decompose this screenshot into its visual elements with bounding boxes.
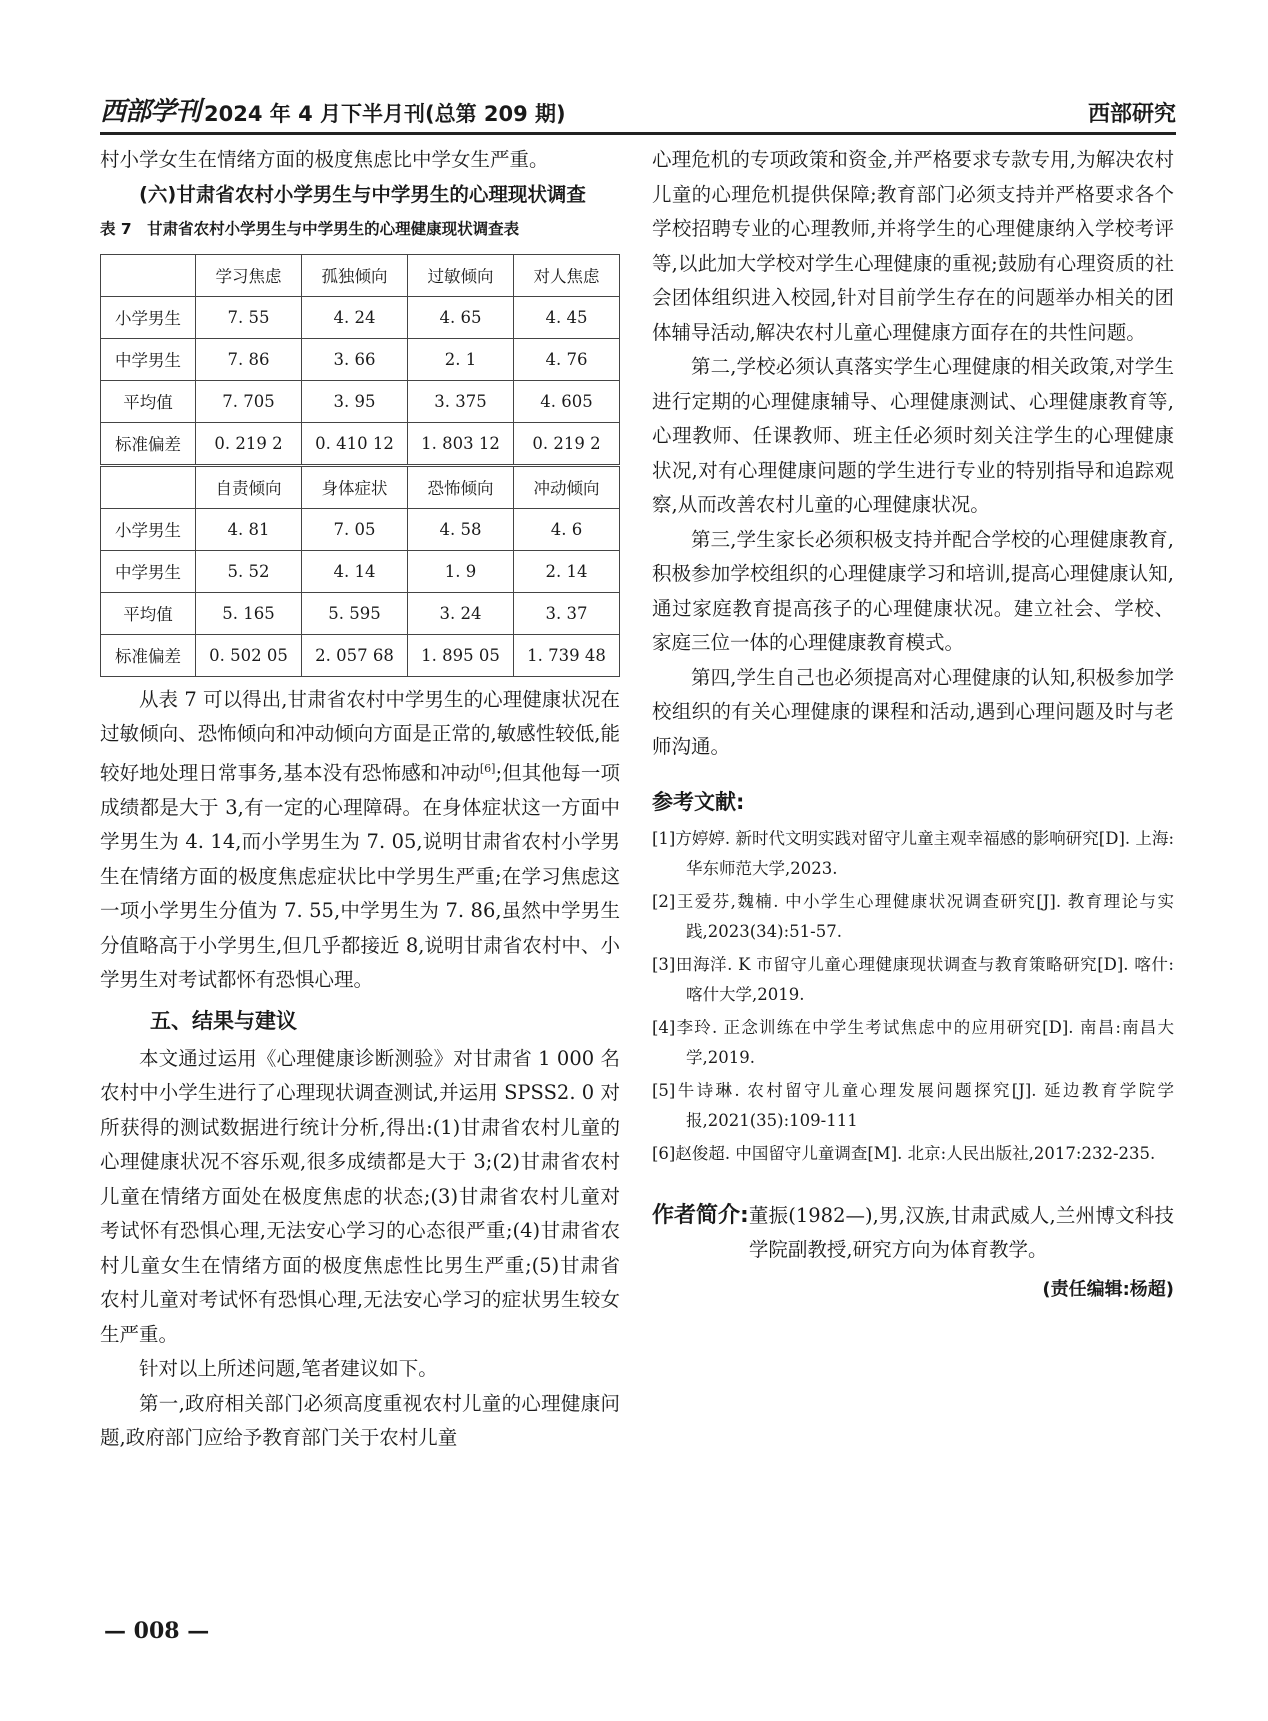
reference-item: [2]王爱芬,魏楠. 中小学生心理健康状况调查研究[J]. 教育理论与实践,2023(34):51-57. [652,892,1174,941]
page-number: — 008 — [104,1618,210,1644]
paragraph: 第二,学校必须认真落实学生心理健康的相关政策,对学生进行定期的心理健康辅导、心理健康测试、心理健康教育等,心理教师、任课教师、班主任必须时刻关注学生的心理健康状况,对有心理健康问题的学生进行专业的特别指导和追踪观察,从而改善农村儿童的心理健康状况。 [652,355,1174,516]
paragraph: 心理危机的专项政策和资金,并严格要求专款专用,为解决农村儿童的心理危机提供保障;教育部门必须支持并严格要求各个学校招聘专业的心理教师,并将学生的心理健康纳入学校考评等,以此加大学校对学生心理健康的重视;鼓励有心理资质的社会团体组织进入校园,针对目前学生存在的问题举办相关的团体辅导活动,解决农村儿童心理健康方面存在的共性问题。 [652,148,1174,344]
table-row [101,422,620,465]
table-row [101,254,620,296]
section-heading: 五、结果与建议 [150,1008,297,1033]
table-cell: 3. 37 [514,592,620,634]
journal-logo: 西部学刊 [100,97,201,127]
table-cell: 2. 14 [514,550,620,592]
paragraph: 第四,学生自己也必须提高对心理健康的认知,积极参加学校组织的有关心理健康的课程和活动,遇到心理问题及时与老师沟通。 [652,665,1174,758]
table-cell: 7. 705 [196,380,302,422]
table-cell: 平均值 [101,380,196,422]
table-cell: 1. 803 12 [408,422,514,465]
paragraph: 第一,政府相关部门必须高度重视农村儿童的心理健康问题,政府部门应给予教育部门关于农村儿童 [100,1391,620,1449]
table-cell: 4. 24 [302,296,408,338]
table-cell: 标准偏差 [101,634,196,676]
table-cell: 4. 45 [514,296,620,338]
table-cell: 4. 81 [196,508,302,550]
references-title: 参考文献: [652,790,745,814]
table-cell: 7. 55 [196,296,302,338]
table-cell: 0. 219 2 [196,422,302,465]
reference-item: [6]赵俊超. 中国留守儿童调查[M]. 北京:人民出版社,2017:232-235. [652,1144,1156,1163]
paragraph-text: ;但其他每一项成绩都是大于 3,有一定的心理障碍。在身体症状这一方面中学男生为 4. 14,而小学男生为 7. 05,说明甘肃省农村小学男生在情绪方面的极度焦虑症状比中学男生严重;在学习焦虑这一项小学男生分值为 7. 55,中学男生为 7. 86,虽然中学男生分值略高于小学男生,但几乎都接近 8,说明甘肃省农村中、小学男生对考试都怀有恐惧心理。 [100,761,620,991]
paragraph: 第三,学生家长必须积极支持并配合学校的心理健康教育,积极参加学校组织的心理健康学习和培训,提高心理健康认知,通过家庭教育提高孩子的心理健康状况。建立社会、学校、家庭三位一体的心理健康教育模式。 [652,527,1174,654]
table-cell: 7. 05 [302,508,408,550]
table-cell: 3. 375 [408,380,514,422]
table-cell: 学习焦虑 [196,254,302,296]
table-cell: 3. 95 [302,380,408,422]
reference-item: [1]方婷婷. 新时代文明实践对留守儿童主观幸福感的影响研究[D]. 上海:华东师范大学,2023. [652,829,1174,878]
paragraph: 针对以上所述问题,笔者建议如下。 [139,1357,438,1380]
table-row [101,296,620,338]
table-cell: 中学男生 [101,550,196,592]
table-cell: 1. 739 48 [514,634,620,676]
table-cell: 孤独倾向 [302,254,408,296]
issue-info: 2024 年 4 月下半月刊(总第 209 期) [204,102,566,126]
table-cell: 4. 58 [408,508,514,550]
table-cell: 中学男生 [101,338,196,380]
references-list [652,824,1174,1169]
paragraph: 村小学女生在情绪方面的极度焦虑比中学女生严重。 [100,148,549,171]
table-cell [101,465,196,508]
table-row [101,465,620,508]
table-cell: 2. 057 68 [302,634,408,676]
table-cell: 4. 6 [514,508,620,550]
table-cell: 小学男生 [101,296,196,338]
citation: [6] [479,761,496,775]
table-cell: 0. 502 05 [196,634,302,676]
section-title: 西部研究 [1087,102,1176,127]
table-cell: 1. 9 [408,550,514,592]
table-cell: 2. 1 [408,338,514,380]
table-row [101,592,620,634]
table-cell: 5. 52 [196,550,302,592]
editor-note: (责任编辑:杨超) [1042,1279,1174,1300]
table-cell [101,254,196,296]
table-cell: 恐怖倾向 [408,465,514,508]
paragraph: 本文通过运用《心理健康诊断测验》对甘肃省 1 000 名农村中小学生进行了心理现状调查测试,并运用 SPSS2. 0 对所获得的测试数据进行统计分析,得出:(1)甘肃省农村儿童的心理健康状况不容乐观,很多成绩都是大于 3;(2)甘肃省农村儿童在情绪方面处在极度焦虑的状态;(3)甘肃省农村儿童对考试怀有恐惧心理,无法安心学习的心态很严重;(4)甘肃省农村儿童女生在情绪方面的极度焦虑性比男生严重;(5)甘肃省农村儿童对考试怀有恐惧心理,无法安心学习的症状男生较女生严重。 [100,1046,620,1346]
paragraph [100,683,620,998]
header-left [100,91,566,128]
table-row [101,338,620,380]
table-cell: 4. 605 [514,380,620,422]
table-cell: 3. 24 [408,592,514,634]
table-cell: 5. 595 [302,592,408,634]
left-column [100,143,620,1456]
table-cell: 自责倾向 [196,465,302,508]
table-cell: 标准偏差 [101,422,196,465]
author-bio [652,1199,1174,1267]
reference-item: [5]牛诗琳. 农村留守儿童心理发展问题探究[J]. 延边教育学院学报,2021(35):109-111 [652,1081,1174,1130]
data-table [100,254,620,677]
table-cell: 过敏倾向 [408,254,514,296]
table-cell: 冲动倾向 [514,465,620,508]
table-cell: 1. 895 05 [408,634,514,676]
table-cell: 平均值 [101,592,196,634]
table-cell: 0. 219 2 [514,422,620,465]
reference-item: [3]田海洋. K 市留守儿童心理健康现状调查与教育策略研究[D]. 喀什:喀什大学,2019. [652,955,1174,1004]
table-cell: 身体症状 [302,465,408,508]
table-row [101,380,620,422]
reference-item: [4]李玲. 正念训练在中学生考试焦虑中的应用研究[D]. 南昌:南昌大学,2019. [652,1018,1174,1067]
table-cell: 小学男生 [101,508,196,550]
paragraph-text: 从表 7 可以得出,甘肃省农村中学男生的心理健康状况在过敏倾向、恐怖倾向和冲动倾向方面是正常的,敏感性较低,能较好地处理日常事务,基本没有恐怖感和冲动 [100,687,620,784]
table-caption: 表 7 甘肃省农村小学男生与中学男生的心理健康现状调查表 [100,219,520,238]
table-row [101,634,620,676]
section-heading: (六)甘肃省农村小学男生与中学男生的心理现状调查 [139,182,586,206]
author-label: 作者简介: [652,1203,749,1228]
table-cell: 5. 165 [196,592,302,634]
right-column [652,143,1174,1301]
table-cell: 3. 66 [302,338,408,380]
table-cell: 7. 86 [196,338,302,380]
table-cell: 4. 76 [514,338,620,380]
table-row [101,508,620,550]
table-cell: 4. 14 [302,550,408,592]
table-7 [100,254,620,677]
page-header [100,88,1176,135]
table-cell: 对人焦虑 [514,254,620,296]
table-cell: 4. 65 [408,296,514,338]
table-cell: 0. 410 12 [302,422,408,465]
table-row [101,550,620,592]
author-text: 董振(1982—),男,汉族,甘肃武威人,兰州博文科技学院副教授,研究方向为体育教学。 [748,1204,1174,1261]
